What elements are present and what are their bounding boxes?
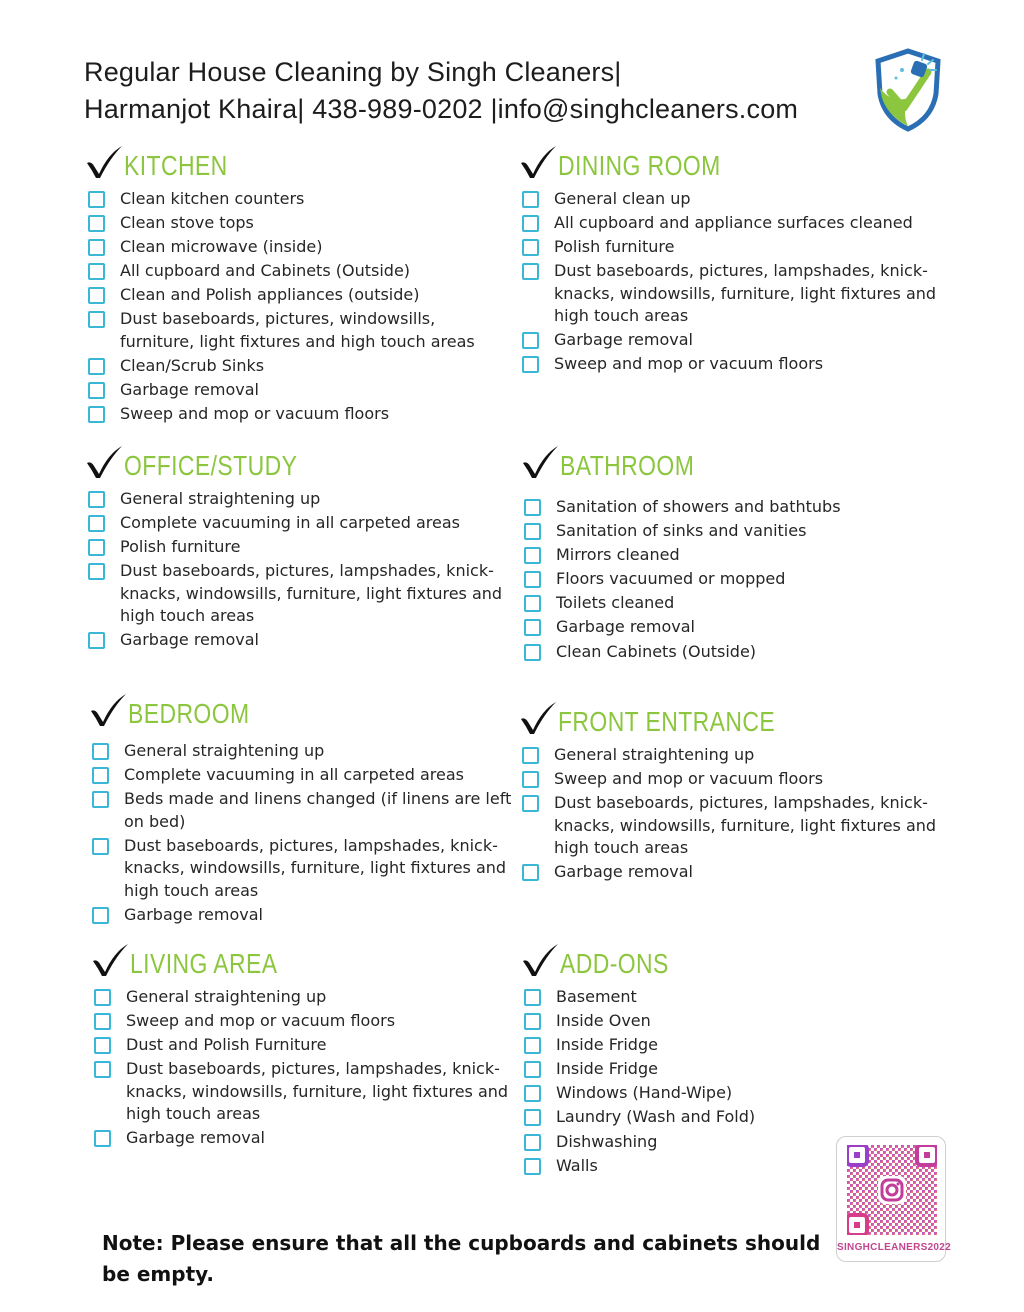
checkbox[interactable] — [522, 864, 539, 881]
checkmark-icon — [90, 942, 130, 978]
checkbox[interactable] — [522, 239, 539, 256]
section-front-entrance — [518, 704, 948, 885]
section-title: OFFICE/STUDY — [124, 450, 298, 481]
checklist — [518, 188, 948, 376]
section-header — [90, 946, 520, 986]
list-item[interactable]: Toilets cleaned — [520, 592, 950, 615]
list-item[interactable]: Garbage removal — [90, 1127, 520, 1150]
list-item[interactable]: Windows (Hand-Wipe) — [520, 1082, 820, 1105]
list-item[interactable]: Dust baseboards, pictures, windowsills, furniture, light fixtures and high touch areas — [84, 308, 514, 353]
list-item[interactable]: Complete vacuuming in all carpeted areas — [84, 512, 514, 535]
list-item[interactable]: Dust baseboards, pictures, lampshades, knick-knacks, windowsills, furniture, light fixtures and high touch areas — [84, 560, 514, 628]
checkbox[interactable] — [94, 1013, 111, 1030]
list-item[interactable]: Sanitation of sinks and vanities — [520, 520, 950, 543]
list-item[interactable]: Garbage removal — [518, 329, 948, 352]
checkbox[interactable] — [524, 1158, 541, 1175]
list-item[interactable]: Inside Fridge — [520, 1058, 820, 1081]
list-item[interactable]: Garbage removal — [88, 904, 518, 927]
section-header — [520, 946, 820, 986]
checkbox[interactable] — [524, 1085, 541, 1102]
list-item[interactable]: Beds made and linens changed (if linens are left on bed) — [88, 788, 518, 833]
checklist — [520, 496, 950, 663]
list-item[interactable]: Dust baseboards, pictures, lampshades, knick-knacks, windowsills, furniture, light fixtures and high touch areas — [90, 1058, 520, 1126]
list-item[interactable]: General clean up — [518, 188, 948, 211]
list-item[interactable]: Sweep and mop or vacuum floors — [518, 353, 948, 376]
checkbox[interactable] — [524, 523, 541, 540]
list-item[interactable]: Sanitation of showers and bathtubs — [520, 496, 950, 519]
checkbox[interactable] — [524, 1037, 541, 1054]
section-bathroom — [520, 448, 950, 665]
list-item[interactable]: Dust baseboards, pictures, lampshades, knick-knacks, windowsills, furniture, light fixtures and high touch areas — [518, 260, 948, 328]
list-item[interactable]: Floors vacuumed or mopped — [520, 568, 950, 591]
checkbox[interactable] — [524, 644, 541, 661]
checkbox[interactable] — [88, 263, 105, 280]
checkbox[interactable] — [522, 356, 539, 373]
checkbox[interactable] — [524, 1134, 541, 1151]
checkbox[interactable] — [92, 838, 109, 855]
list-item[interactable]: Clean/Scrub Sinks — [84, 355, 514, 378]
list-item[interactable]: Mirrors cleaned — [520, 544, 950, 567]
checkbox[interactable] — [522, 191, 539, 208]
checkbox[interactable] — [88, 491, 105, 508]
checklist — [84, 488, 514, 652]
checkbox[interactable] — [522, 263, 539, 280]
checkmark-icon — [518, 700, 558, 736]
checkbox[interactable] — [92, 791, 109, 808]
list-item[interactable]: Dust and Polish Furniture — [90, 1034, 520, 1057]
checkbox[interactable] — [88, 382, 105, 399]
checkbox[interactable] — [88, 406, 105, 423]
section-header — [520, 448, 950, 488]
checkmark-icon — [518, 144, 558, 180]
list-item[interactable]: General straightening up — [90, 986, 520, 1009]
list-item[interactable]: Polish furniture — [84, 536, 514, 559]
header-line-2: Harmanjot Khaira| 438-989-0202 |info@singhcleaners.com — [84, 94, 799, 124]
checkbox[interactable] — [92, 907, 109, 924]
section-header — [518, 704, 948, 744]
section-title: DINING ROOM — [558, 150, 721, 181]
list-item[interactable]: General straightening up — [518, 744, 948, 767]
checkmark-icon — [520, 942, 560, 978]
checkbox[interactable] — [524, 989, 541, 1006]
checkbox[interactable] — [522, 747, 539, 764]
header-line-1: Regular House Cleaning by Singh Cleaners| — [84, 57, 622, 87]
checkbox[interactable] — [522, 795, 539, 812]
checkbox[interactable] — [88, 287, 105, 304]
checkbox[interactable] — [92, 743, 109, 760]
list-item[interactable]: General straightening up — [88, 740, 518, 763]
section-title: FRONT ENTRANCE — [558, 706, 776, 737]
list-item[interactable]: Polish furniture — [518, 236, 948, 259]
list-item[interactable]: Garbage removal — [518, 861, 948, 884]
list-item[interactable]: Dishwashing — [520, 1131, 820, 1154]
list-item[interactable]: Sweep and mop or vacuum floors — [518, 768, 948, 791]
checkbox[interactable] — [94, 1130, 111, 1147]
section-header — [88, 696, 518, 736]
list-item[interactable]: All cupboard and Cabinets (Outside) — [84, 260, 514, 283]
qr-label: SINGHCLEANERS2022 — [837, 1242, 952, 1253]
checkbox[interactable] — [94, 989, 111, 1006]
checkmark-icon — [84, 444, 124, 480]
list-item[interactable]: Garbage removal — [84, 379, 514, 402]
section-header — [84, 448, 514, 488]
checkbox[interactable] — [522, 215, 539, 232]
section-title: LIVING AREA — [130, 948, 278, 979]
list-item[interactable]: Sweep and mop or vacuum floors — [90, 1010, 520, 1033]
list-item[interactable]: Basement — [520, 986, 820, 1009]
checkbox[interactable] — [522, 332, 539, 349]
checklist — [520, 986, 820, 1177]
list-item[interactable]: Garbage removal — [84, 629, 514, 652]
checklist — [88, 740, 518, 926]
checkbox[interactable] — [88, 215, 105, 232]
list-item[interactable]: General straightening up — [84, 488, 514, 511]
checkbox[interactable] — [92, 767, 109, 784]
list-item[interactable]: Clean Cabinets (Outside) — [520, 641, 950, 664]
checkbox[interactable] — [88, 358, 105, 375]
checkmark-icon — [88, 692, 128, 728]
section-kitchen — [84, 148, 514, 427]
checkbox[interactable] — [524, 595, 541, 612]
list-item[interactable]: Clean microwave (inside) — [84, 236, 514, 259]
checkbox[interactable] — [94, 1061, 111, 1078]
checkbox[interactable] — [524, 1109, 541, 1126]
list-item[interactable]: Walls — [520, 1155, 820, 1178]
section-header — [84, 148, 514, 188]
checkbox[interactable] — [524, 547, 541, 564]
section-living-area — [90, 946, 520, 1151]
list-item[interactable]: Clean kitchen counters — [84, 188, 514, 211]
checkbox[interactable] — [88, 191, 105, 208]
section-header — [518, 148, 948, 188]
checklist — [84, 188, 514, 426]
singh-cleaners-logo-icon — [872, 48, 944, 132]
checklist — [518, 744, 948, 884]
checkbox[interactable] — [522, 771, 539, 788]
list-item[interactable]: Complete vacuuming in all carpeted areas — [88, 764, 518, 787]
checkbox[interactable] — [88, 311, 105, 328]
checkmark-icon — [84, 144, 124, 180]
checkbox[interactable] — [88, 515, 105, 532]
list-item[interactable]: Dust baseboards, pictures, lampshades, knick-knacks, windowsills, furniture, light fixtures and high touch areas — [518, 792, 948, 860]
list-item[interactable]: Laundry (Wash and Fold) — [520, 1106, 820, 1129]
checkbox[interactable] — [524, 619, 541, 636]
list-item[interactable]: Dust baseboards, pictures, lampshades, knick-knacks, windowsills, furniture, light fixtures and high touch areas — [88, 835, 518, 903]
section-office-study — [84, 448, 514, 653]
document-header — [84, 54, 798, 128]
section-title: KITCHEN — [124, 150, 228, 181]
list-item[interactable]: Sweep and mop or vacuum floors — [84, 403, 514, 426]
section-title: ADD-ONS — [560, 948, 669, 979]
checkbox[interactable] — [88, 563, 105, 580]
list-item[interactable]: Inside Fridge — [520, 1034, 820, 1057]
footer-note: Note: Please ensure that all the cupboards and cabinets should be empty. — [102, 1231, 821, 1286]
checkbox[interactable] — [524, 499, 541, 516]
checkbox[interactable] — [524, 1061, 541, 1078]
section-title: BATHROOM — [560, 450, 695, 481]
checklist — [90, 986, 520, 1150]
checkbox[interactable] — [88, 632, 105, 649]
checkbox[interactable] — [88, 539, 105, 556]
checkbox[interactable] — [524, 571, 541, 588]
section-title: BEDROOM — [128, 698, 250, 729]
qr-code-icon — [847, 1145, 937, 1235]
instagram-qr-card[interactable] — [836, 1136, 952, 1262]
checkbox[interactable] — [524, 1013, 541, 1030]
list-item[interactable]: Clean and Polish appliances (outside) — [84, 284, 514, 307]
section-add-ons — [520, 946, 820, 1179]
list-item[interactable]: Garbage removal — [520, 616, 950, 639]
checkbox[interactable] — [88, 239, 105, 256]
list-item[interactable]: Clean stove tops — [84, 212, 514, 235]
checkmark-icon — [520, 444, 560, 480]
list-item[interactable]: All cupboard and appliance surfaces cleaned — [518, 212, 948, 235]
section-dining-room — [518, 148, 948, 378]
list-item[interactable]: Inside Oven — [520, 1010, 820, 1033]
checkbox[interactable] — [94, 1037, 111, 1054]
section-bedroom — [88, 696, 518, 928]
